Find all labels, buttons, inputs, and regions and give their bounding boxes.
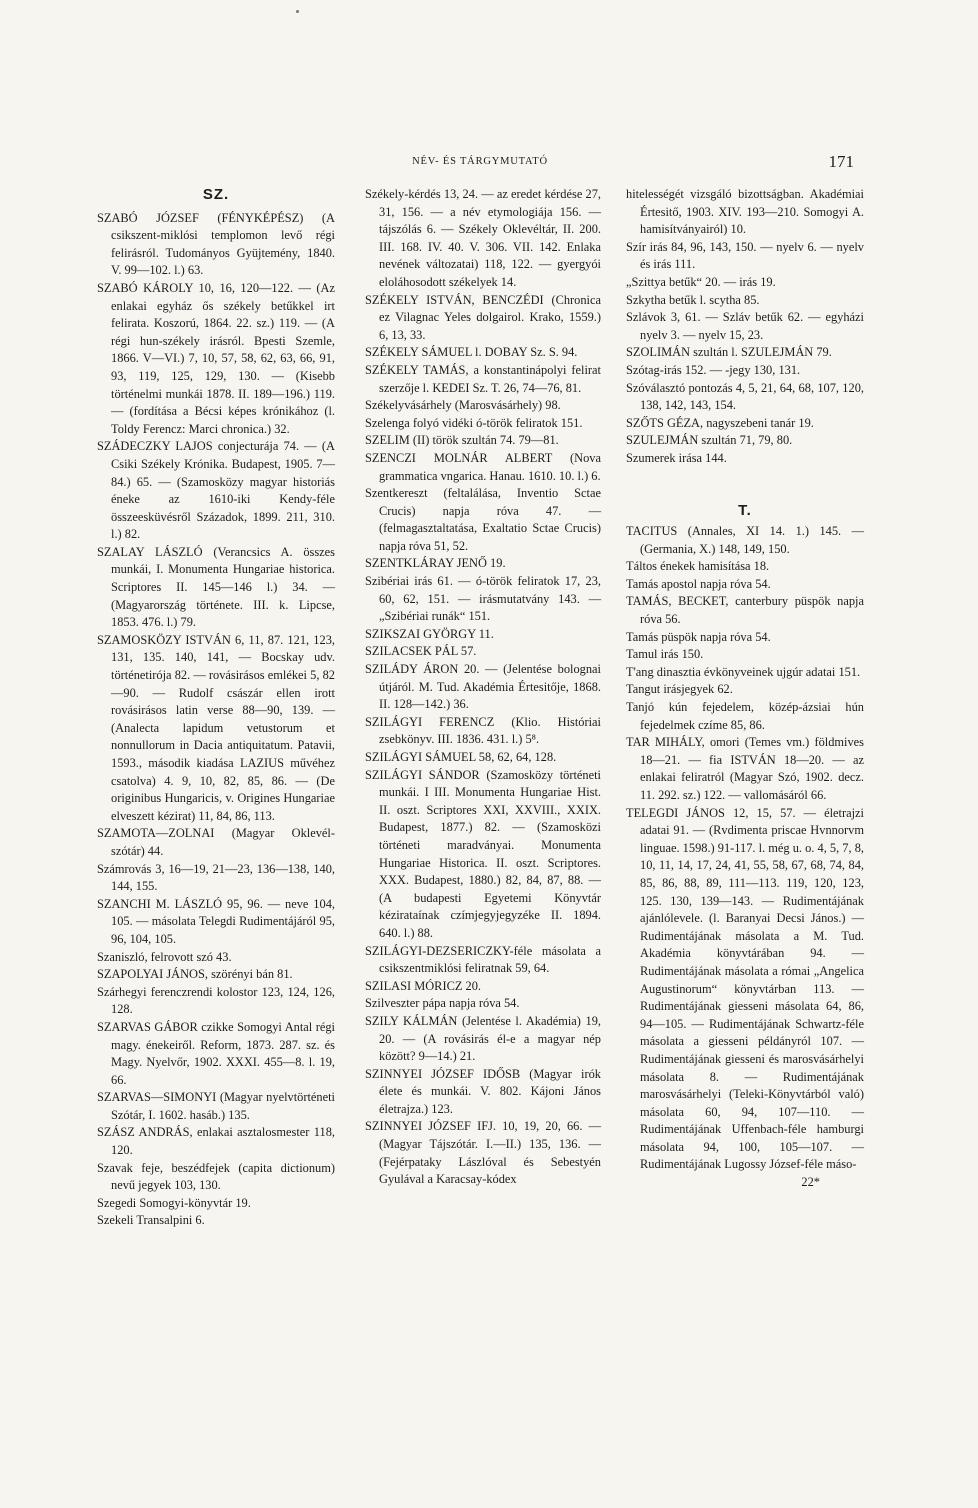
index-entry: SZULEJMÁN szultán 71, 79, 80. (626, 433, 793, 448)
index-entry: SZENCZI MOLNÁR ALBERT (Nova grammatica vngarica. Hanau. 1610. 10. l.) 6. (365, 450, 601, 483)
index-entry: Szentkereszt (feltalálása, Inventio Sctae Crucis) napja róva 47. — (felmagasztaltatása, Exaltatio Sctae Crucis) napja róva 51, 52. (365, 486, 601, 553)
index-entry: Tamás apostol napja róva 54. (626, 576, 771, 591)
index-entry: SZAPOLYAI JÁNOS, szörényi bán 81. (97, 967, 293, 982)
index-entry: SZANCHI M. LÁSZLÓ 95, 96. — neve 104, 105. — másolata Telegdi Rudimentájáról 95, 96, 104, 105. (97, 896, 335, 946)
index-entry: Szumerek irása 144. (626, 450, 727, 465)
column-2 (365, 186, 601, 1189)
index-entry: SZALAY LÁSZLÓ (Verancsics A. összes munkái, I. Monumenta Hungariae historica. Scriptores II. 145—146 l.) 34. — (Magyarország története. III. k. Lipcse, 1853. 476. l.) 79. (97, 544, 335, 630)
index-entry: SZŐTS GÉZA, nagyszebeni tanár 19. (626, 415, 814, 430)
index-entry: Szír irás 84, 96, 143, 150. — nyelv 6. — nyelv és irás 111. (626, 239, 864, 272)
index-entry: SZILACSEK PÁL 57. (365, 644, 477, 659)
index-entry: SZÁSZ ANDRÁS, enlakai asztalosmester 118, 120. (97, 1125, 335, 1158)
index-entry: Tamás püspök napja róva 54. (626, 629, 771, 644)
index-entry: SZAMOTA—ZOLNAI (Magyar Oklevél-szótár) 44. (97, 826, 335, 858)
index-entry: TELEGDI JÁNOS 12, 15, 57. — életrajzi adatai 91. — (Rvdimenta priscae Hvnnorvm linguae. 1598.) 91-117. l. még u. o. 4, 5, 7, 8, 10, 11, 14, 17, 24, 41, 55, 58, 67, 68, 74, 84, 85, 86, 88, 89, 111—113. 119, 120, 123, 125. 130, 139—143. — Rudimentájának ajánlólevele. (l. Baranyai Decsi János.) — Rudimentájának másolata a M. Tud. Akadémia könyvtárában 94. — Rudimentájának másolata a római „Angelica Augustinorum“ könyvtárban 113. — Rudimentájának giesseni másolata 64, 86, 94—105. — Rudimentájának Schwartz-féle másolata a giesseni példányról 107. — Rudimentájának giesseni és marosvásárhelyi másolata 8. — Rudimentájának marosvásárhelyi (Teleki-Könyvtárból való) másolata 60, 94, 107—110. — Rudimentájának Uffenbach-féle hamburgi másolata 94, 100, 105—107. — Rudimentájának Lugossy József-féle máso- (626, 805, 864, 1172)
index-entry: SZABÓ KÁROLY 10, 16, 120—122. — (Az enlakai egyház ős székely betűkkel irt felirata. Koszorú, 1864. 22. sz.) 119. — (A régi hun-székely irásról. Bpesti Szemle, 1866. V—VI.) 7, 10, 57, 58, 62, 63, 66, 91, 93, 119, 125, 129, 130. — (Kisebb történelmi munkái 1878. II. 189—196.) 119. — (fordítása a Bécsi képes krónikához (l. Toldy Ferencz: Marci chronica.) 32. (97, 280, 335, 436)
index-entry: SZÉKELY TAMÁS, a konstantinápolyi felirat szerzője l. KEDEI Sz. T. 26, 74—76, 81. (365, 362, 601, 395)
index-entry: Szilveszter pápa napja róva 54. (365, 996, 520, 1011)
index-entry: SZINNYEI JÓZSEF IDŐSB (Magyar irók élete és munkái. V. 802. Kájoni János életrajza.) 123. (365, 1066, 601, 1116)
index-entry: Tamul irás 150. (626, 647, 704, 662)
index-entry: SZILÁGYI FERENCZ (Klio. Históriai zsebkönyv. III. 1836. 431. l.) 5⁸. (365, 714, 601, 747)
index-entry: Tanjó kún fejedelem, közép-ázsiai hún fejedelmek czíme 85, 86. (626, 700, 864, 732)
index-entry: Szegedi Somogyi-könyvtár 19. (97, 1195, 251, 1210)
index-entry: SZILY KÁLMÁN (Jelentése l. Akadémia) 19, 20. — (A rovásirás él-e a magyar nép között? 9—14.) 21. (365, 1013, 601, 1064)
index-entry: SZOLIMÁN szultán l. SZULEJMÁN 79. (626, 345, 832, 360)
index-entry: SZELIM (II) török szultán 74. 79—81. (365, 433, 559, 448)
index-entry: SZILÁGYI SÁNDOR (Szamosközy történeti munkái. I III. Monumenta Hungariae Hist. II. oszt. Scriptores XXI, XXVIII., XXIX. Budapest, 1877.) 82. — (Szamosközi történeti maradványai. Monumenta Hungariae Historica. II. oszt. Scriptores. XXX. Budapest, 1880.) 82, 84, 87, 88. — (A budapesti Egyetemi Könyvtár kézirataínak czímjegyjegyzéke II. 1894. 640. l.) 88. (365, 767, 601, 940)
index-entry: SZÉKELY SÁMUEL l. DOBAY Sz. S. 94. (365, 345, 578, 360)
index-entry: Táltos énekek hamisítása 18. (626, 559, 770, 574)
index-entry: Szelenga folyó vidéki ó-török feliratok 151. (365, 415, 583, 430)
index-entry: Székelyvásárhely (Marosvásárhely) 98. (365, 398, 561, 413)
page-number: 171 (828, 152, 854, 171)
index-entry: SZÉKELY ISTVÁN, BENCZÉDI (Chronica ez Vilagnac Yeles dolgairol. Krako, 1559.) 6, 13, 33. (365, 292, 601, 342)
index-entry: TAR MIHÁLY, omori (Temes vm.) földmives 18—21. — fia ISTVÁN 18—20. — az enlakai feliratról (Magyar Szó, 1902. decz. 11. 292. sz.) 122. — vallomásáról 66. (626, 735, 864, 802)
index-entry: SZILÁGYI-DEZSERICZKY-féle másolata a csikszentmiklósi feliratnak 59, 64. (365, 943, 601, 976)
column-3 (626, 186, 864, 1204)
index-entry: T'ang dinasztia évkönyveinek ujgúr adatai 151. (626, 664, 861, 679)
index-entry: Számrovás 3, 16—19, 21—23, 136—138, 140, 144, 155. (97, 861, 335, 894)
index-entry: TACITUS (Annales, XI 14. 1.) 145. — (Germania, X.) 148, 149, 150. (626, 524, 864, 556)
index-entry: Tangut irásjegyek 62. (626, 682, 733, 697)
index-entry: SZILASI MÓRICZ 20. (365, 978, 481, 993)
index-entry: Szlávok 3, 61. — Szláv betűk 62. — egyházi nyelv 3. — nyelv 15, 23. (626, 310, 864, 342)
index-entry: SZÁDECZKY LAJOS conjecturája 74. — (A Csiki Székely Krónika. Budapest, 1905. 7—84.) 65. — (Szamosközy magyar historiás éneke az 1610-iki Kendy-féle összeesküvésről Századok, 1899. 211, 310. l.) 82. (97, 439, 335, 542)
column-1 (97, 186, 335, 1230)
index-entry: SZINNYEI JÓZSEF IFJ. 10, 19, 20, 66. — (Magyar Tájszótár. I.—II.) 135, 136. — (Fejérpataky Lászlóval és Sebestyén Gyulával a Karacsay-kódex (365, 1119, 601, 1187)
running-title: NÉV- ÉS TÁRGYMUTATÓ (412, 156, 548, 167)
index-entry: SZENTKLÁRAY JENŐ 19. (365, 556, 506, 571)
index-entry: Szótag-irás 152. — -jegy 130, 131. (626, 362, 801, 377)
index-entry: SZILÁGYI SÁMUEL 58, 62, 64, 128. (365, 750, 557, 764)
index-entry: SZARVAS GÁBOR czikke Somogyi Antal régi magy. énekeiről. Reform, 1873. 287. sz. és Magy. Nyelvőr, 1902. XXXI. 455—8. l. 19, 66. (97, 1019, 335, 1087)
index-entry: hitelességét vizsgáló bizottságban. Akadémiai Értesitő, 1903. XIV. 193—210. Somogyi A. hamisítványairól) 10. (626, 187, 864, 237)
column-3-entries (626, 186, 864, 468)
index-entry: TAMÁS, BECKET, canterbury püspök napja róva 56. (626, 594, 864, 627)
section-heading-sz: SZ. (202, 186, 230, 203)
index-entry: Szekeli Transalpini 6. (97, 1213, 205, 1228)
column-1-entries (97, 210, 335, 1230)
index-entry: SZARVAS—SIMONYI (Magyar nyelvtörténeti Szótár, I. 1602. hasáb.) 135. (97, 1090, 335, 1122)
index-entry: Székely-kérdés 13, 24. — az eredet kérdése 27, 31, 156. — a név etymologiája 156. — tájszólás 6. — Székely Oklevéltár, II. 200. III. 168. IV. 40. V. 306. VII. 142. Enlaka nevének változatai) 118, 122. — gyergyói eloláhosodott székelyek 14. (365, 187, 601, 289)
running-head (0, 152, 978, 172)
index-entry: Szavak feje, beszédfejek (capita dictionum) nevű jegyek 103, 130. (97, 1160, 335, 1193)
index-entry: SZAMOSKÖZY ISTVÁN 6, 11, 87. 121, 123, 131, 135. 140, 141, — Bocskay udv. történetirója 82. — rovásirásos emlékei 5, 82—90. — Rudolf császár ellen irott rovásirásos latin verse 88—90, 139. — (Analecta lapidum vetustorum et nonnullorum in Dacia antiquitatum. Patavii, 1593., második kiadása LAZIUS művéhez csatolva) 4. 9, 10, 82, 85, 86. — (De originibus Hungaricis, v. Origines Hungariae elveszett kézirat) 11, 84, 86, 113. (97, 632, 335, 823)
index-entry: Szóválasztó pontozás 4, 5, 21, 64, 68, 107, 120, 138, 142, 143, 154. (626, 380, 864, 413)
index-entry: SZIKSZAI GYÖRGY 11. (365, 626, 494, 641)
index-entry: „Szittya betűk“ 20. — irás 19. (626, 274, 776, 289)
section-heading-t: T. (738, 501, 752, 519)
index-entry: Szkytha betűk l. scytha 85. (626, 292, 760, 307)
signature-mark: 22* (801, 1175, 820, 1190)
index-entry: Szaniszló, felrovott szó 43. (97, 949, 232, 964)
index-entry: Szárhegyi ferenczrendi kolostor 123, 124, 126, 128. (97, 984, 335, 1017)
scan-speck (296, 10, 299, 13)
index-entry: SZABÓ JÓZSEF (FÉNYKÉPÉSZ) (A csikszent-miklósi templomon levő régi felirásról. Tudományos Gyüjtemény, 1840. V. 99—102. l.) 63. (97, 210, 335, 278)
column-3-entries-t (626, 523, 864, 1174)
column-2-entries (365, 186, 601, 1189)
index-entry: Szibériai irás 61. — ó-török feliratok 17, 23, 60, 62, 151. — irásmutatvány 143. — „Szibériai runák“ 151. (365, 574, 601, 624)
index-entry: SZILÁDY ÁRON 20. — (Jelentése bolognai útjáról. M. Tud. Akadémia Értesitője, 1868. II. 128—142.) 36. (365, 662, 601, 712)
